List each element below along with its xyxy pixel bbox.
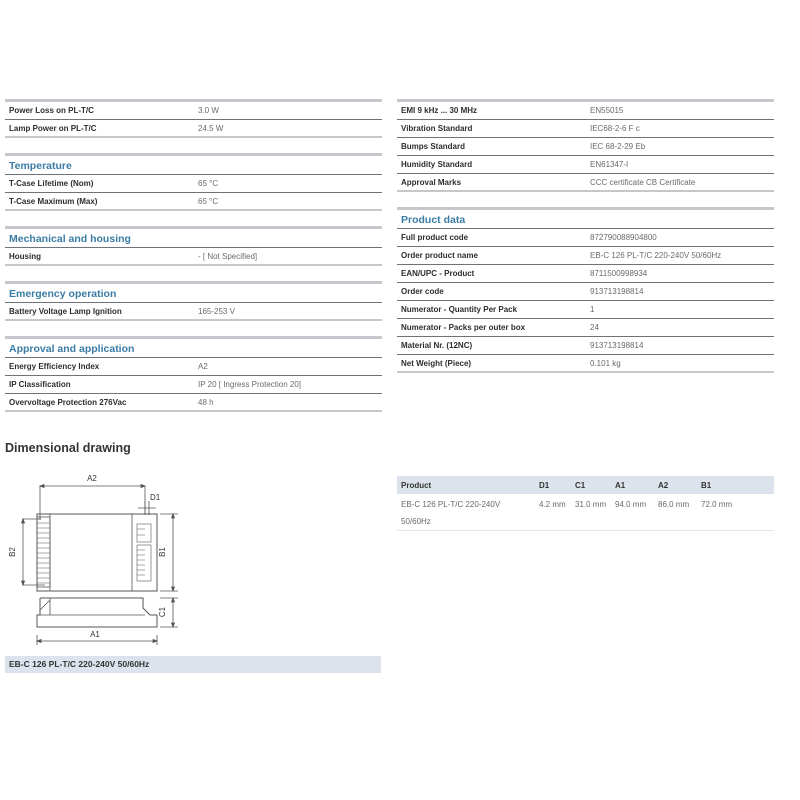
spec-value: 913713198814 bbox=[590, 341, 644, 350]
spec-value: 24 bbox=[590, 323, 599, 332]
spec-value: 65 °C bbox=[198, 196, 219, 206]
section-title: Product data bbox=[397, 210, 774, 229]
spec-row bbox=[397, 337, 774, 355]
cell-c1: 31.0 mm bbox=[575, 500, 607, 509]
spec-value: 8711500998934 bbox=[590, 269, 648, 278]
spec-value: 165-253 V bbox=[198, 306, 235, 316]
spec-label: Numerator - Quantity Per Pack bbox=[401, 305, 518, 314]
left-spec-column bbox=[5, 99, 382, 427]
cell-product bbox=[397, 496, 539, 530]
section-approval-application bbox=[5, 336, 382, 412]
section-emergency-operation bbox=[5, 281, 382, 321]
spec-label: Overvoltage Protection 276Vac bbox=[9, 397, 127, 407]
spec-row bbox=[397, 174, 774, 192]
header-d1: D1 bbox=[539, 480, 550, 490]
spec-value: IEC 68-2-29 Eb bbox=[590, 142, 646, 151]
spec-row bbox=[397, 229, 774, 247]
section-temperature bbox=[5, 153, 382, 211]
spec-row bbox=[397, 138, 774, 156]
spec-value: IEC68-2-6 F c bbox=[590, 124, 640, 133]
header-a2: A2 bbox=[658, 480, 669, 490]
spec-value: 24.5 W bbox=[198, 123, 224, 133]
spec-row bbox=[5, 248, 382, 266]
spec-row bbox=[397, 265, 774, 283]
spec-value: CCC certificate CB Certificate bbox=[590, 177, 696, 187]
spec-label: IP Classification bbox=[9, 380, 71, 389]
spec-row bbox=[5, 120, 382, 138]
spec-value: EN55015 bbox=[590, 106, 624, 115]
spec-row bbox=[5, 394, 382, 412]
spec-value: 913713198814 bbox=[590, 287, 644, 296]
header-a1: A1 bbox=[615, 480, 626, 490]
dimension-d1 bbox=[138, 493, 161, 515]
spec-label: T-Case Lifetime (Nom) bbox=[9, 179, 94, 188]
cell-b1: 72.0 mm bbox=[701, 500, 733, 509]
spec-label: Housing bbox=[9, 251, 41, 261]
spec-label: Order code bbox=[401, 287, 444, 296]
spec-row bbox=[397, 120, 774, 138]
spec-label: Bumps Standard bbox=[401, 142, 466, 151]
spec-label: EAN/UPC - Product bbox=[401, 269, 475, 278]
section-title: Emergency operation bbox=[5, 284, 382, 303]
spec-row bbox=[397, 355, 774, 373]
product-name-line2: 50/60Hz bbox=[401, 517, 431, 526]
spec-row bbox=[5, 376, 382, 394]
section-title: Temperature bbox=[5, 156, 382, 175]
spec-value: 65 °C bbox=[198, 179, 219, 188]
spec-label: Energy Efficiency Index bbox=[9, 362, 100, 371]
label-a1: A1 bbox=[90, 630, 100, 639]
header-product: Product bbox=[401, 480, 432, 490]
section-mechanical-housing bbox=[5, 226, 382, 266]
spec-row bbox=[5, 193, 382, 211]
drawing-caption: EB-C 126 PL-T/C 220-240V 50/60Hz bbox=[5, 656, 381, 673]
label-b1: B1 bbox=[158, 547, 167, 557]
spec-row bbox=[5, 102, 382, 120]
spec-row bbox=[397, 283, 774, 301]
spec-label: Vibration Standard bbox=[401, 124, 473, 133]
label-c1: C1 bbox=[158, 606, 167, 618]
label-d1: D1 bbox=[150, 493, 161, 502]
spec-label: Numerator - Packs per outer box bbox=[401, 323, 526, 332]
spec-value: A2 bbox=[198, 362, 208, 371]
dimension-a1 bbox=[37, 630, 157, 645]
dimension-b1 bbox=[158, 514, 178, 591]
spec-label: Power Loss on PL-T/C bbox=[9, 106, 94, 115]
section-title: Approval and application bbox=[5, 339, 382, 358]
cell-a2: 86.0 mm bbox=[658, 500, 690, 509]
spec-value: 872790088904800 bbox=[590, 233, 657, 242]
spec-value: EN61347-I bbox=[590, 160, 629, 169]
section-product-data bbox=[397, 207, 774, 373]
spec-row bbox=[5, 358, 382, 376]
dimension-table bbox=[397, 476, 774, 531]
spec-value: EB-C 126 PL-T/C 220-240V 50/60Hz bbox=[590, 251, 722, 260]
spec-value: IP 20 [ Ingress Protection 20] bbox=[198, 380, 302, 389]
spec-label: EMI 9 kHz ... 30 MHz bbox=[401, 106, 478, 115]
spec-label: Approval Marks bbox=[401, 177, 462, 187]
header-c1: C1 bbox=[575, 480, 586, 490]
label-a2: A2 bbox=[87, 474, 97, 483]
dimensional-drawing bbox=[5, 465, 185, 651]
header-b1: B1 bbox=[701, 480, 712, 490]
spec-value: - [ Not Specified] bbox=[198, 251, 258, 261]
spec-value: 1 bbox=[590, 305, 595, 314]
spec-label: Full product code bbox=[401, 233, 469, 242]
spec-row bbox=[397, 247, 774, 265]
table-row bbox=[397, 494, 774, 531]
dimension-table-header bbox=[397, 476, 774, 494]
side-view bbox=[37, 598, 157, 627]
spec-row bbox=[397, 319, 774, 337]
dimension-c1 bbox=[158, 598, 178, 627]
spec-label: Material Nr. (12NC) bbox=[401, 341, 473, 350]
cell-d1: 4.2 mm bbox=[539, 500, 566, 509]
cell-a1: 94.0 mm bbox=[615, 500, 647, 509]
spec-label: Humidity Standard bbox=[401, 160, 473, 169]
section-standards bbox=[397, 99, 774, 192]
spec-label: Battery Voltage Lamp Ignition bbox=[9, 306, 122, 316]
spec-value: 3.0 W bbox=[198, 106, 219, 115]
section-title: Mechanical and housing bbox=[5, 229, 382, 248]
spec-label: Net Weight (Piece) bbox=[401, 358, 472, 368]
spec-row bbox=[397, 102, 774, 120]
top-view bbox=[37, 514, 157, 591]
spec-row bbox=[5, 303, 382, 321]
spec-value: 0.101 kg bbox=[590, 358, 621, 368]
dimension-a2 bbox=[40, 474, 145, 520]
product-name-line1: EB-C 126 PL-T/C 220-240V bbox=[401, 500, 501, 509]
spec-row bbox=[5, 175, 382, 193]
section-power bbox=[5, 99, 382, 138]
spec-row bbox=[397, 301, 774, 319]
spec-value: 48 h bbox=[198, 397, 214, 407]
dimension-b2 bbox=[8, 519, 45, 585]
spec-label: T-Case Maximum (Max) bbox=[9, 196, 98, 206]
right-spec-column bbox=[397, 99, 774, 388]
spec-row bbox=[397, 156, 774, 174]
label-b2: B2 bbox=[8, 547, 17, 557]
spec-label: Lamp Power on PL-T/C bbox=[9, 123, 97, 133]
dimensional-drawing-title: Dimensional drawing bbox=[5, 441, 131, 455]
spec-label: Order product name bbox=[401, 251, 478, 260]
